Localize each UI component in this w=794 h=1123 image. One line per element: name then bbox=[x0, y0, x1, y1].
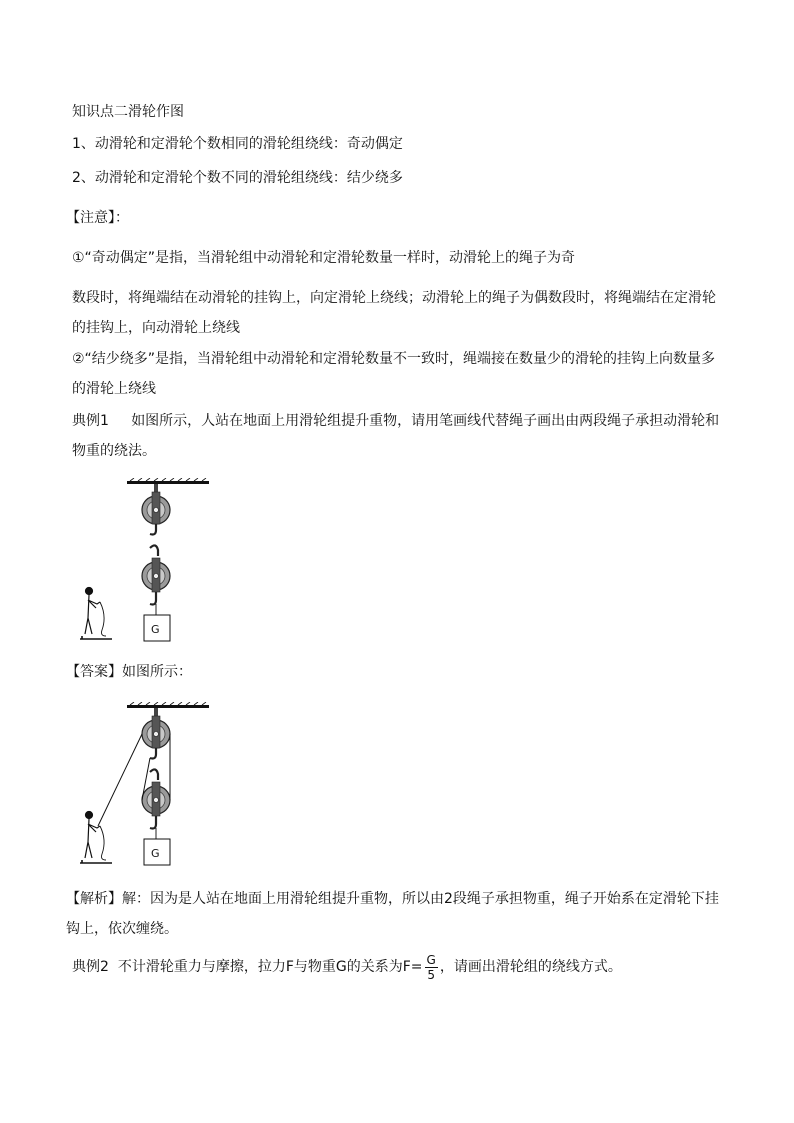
fixed-pulley bbox=[142, 708, 170, 759]
analysis: 【解析】解：因为是人站在地面上用滑轮组提升重物，所以由2段绳子承担物重，绳子开始系在定滑轮下挂钩上，依次缠绕。 bbox=[66, 891, 719, 937]
weight-label: G bbox=[151, 847, 160, 860]
answer-heading: 【答案】如图所示： bbox=[66, 664, 192, 680]
note-2: ②“结少绕多”是指，当滑轮组中动滑轮和定滑轮数量不一致时，绳端接在数量少的滑轮的挂钩上向数量多的滑轮上绕线 bbox=[72, 351, 716, 397]
example-1-text: 如图所示，人站在地面上用滑轮组提升重物，请用笔画线代替绳子画出由两段绳子承担动滑轮和物重的绕法。 bbox=[72, 413, 720, 459]
pulley-figure-question bbox=[72, 478, 232, 646]
ceiling-mount bbox=[127, 478, 209, 484]
rule-1: 1、动滑轮和定滑轮个数相同的滑轮组绕线：奇动偶定 bbox=[72, 136, 403, 152]
fraction-denominator: 5 bbox=[427, 967, 435, 982]
section-heading: 知识点二滑轮作图 bbox=[72, 104, 184, 120]
weight-block bbox=[144, 615, 170, 641]
fixed-pulley bbox=[142, 484, 170, 535]
person-figure bbox=[80, 812, 112, 864]
example-2-label: 典例2 bbox=[72, 959, 109, 975]
person-figure bbox=[80, 588, 112, 640]
example-1 bbox=[72, 406, 722, 466]
pulley-figure-answer bbox=[72, 702, 232, 870]
ceiling-mount bbox=[127, 702, 209, 708]
rule-2: 2、动滑轮和定滑轮个数不同的滑轮组绕线：结少绕多 bbox=[72, 170, 403, 186]
note-1-first-line: ①“奇动偶定”是指，当滑轮组中动滑轮和定滑轮数量一样时，动滑轮上的绳子为奇 bbox=[72, 250, 576, 266]
example-2-text-after: ，请画出滑轮组的绕线方式。 bbox=[439, 959, 622, 975]
movable-pulley bbox=[142, 545, 170, 604]
weight-label: G bbox=[151, 623, 160, 636]
example-2-text-before: 不计滑轮重力与摩擦，拉力F与物重G的关系为F= bbox=[117, 959, 423, 975]
note-1-rest: 数段时，将绳端结在动滑轮的挂钩上，向定滑轮上绕线；动滑轮上的绳子为偶数段时，将绳端结在定滑轮的挂钩上，向动滑轮上绕线 bbox=[72, 290, 716, 336]
fraction-g-over-5 bbox=[425, 953, 438, 982]
fraction-numerator: G bbox=[426, 952, 436, 967]
example-2 bbox=[72, 952, 622, 982]
example-1-label: 典例1 bbox=[72, 413, 109, 429]
weight-block bbox=[144, 839, 170, 865]
note-title: 【注意】： bbox=[66, 210, 129, 226]
